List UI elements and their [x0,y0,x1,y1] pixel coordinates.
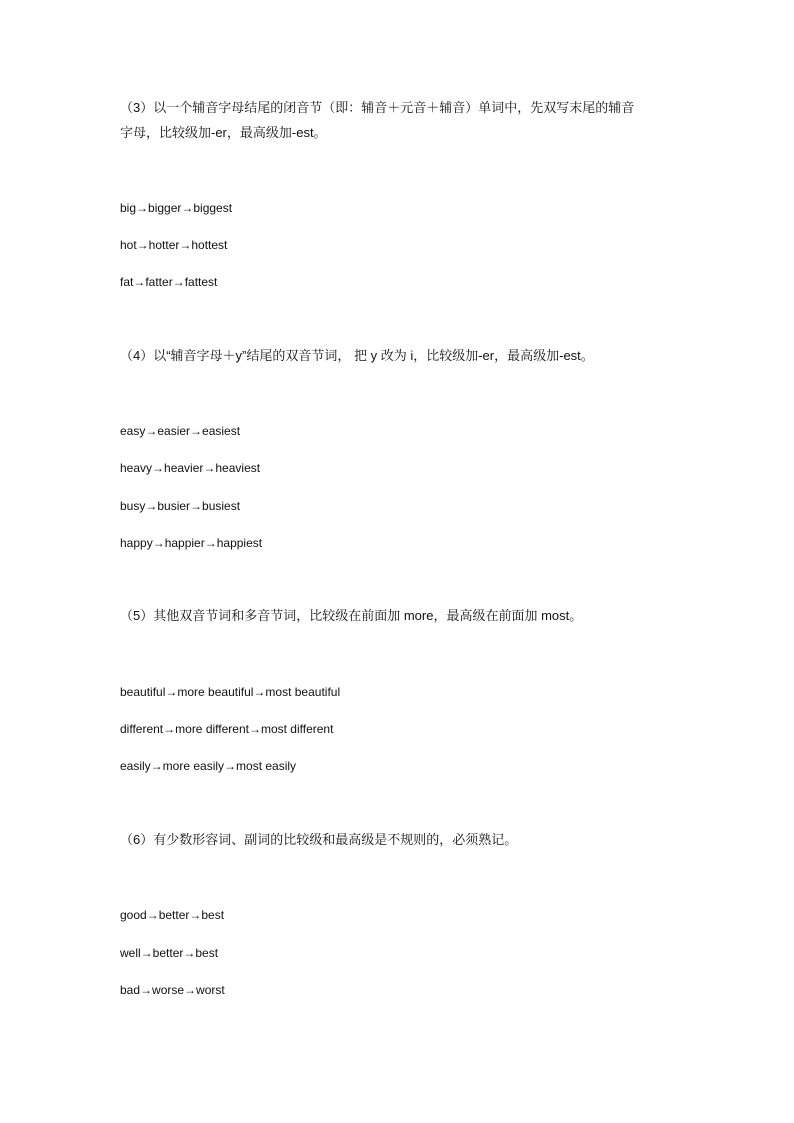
example-easy: easy→easier→easiest [120,424,241,438]
example-happy: happy→happier→happiest [120,536,263,550]
example-well: well→better→best [120,946,219,960]
rule-6-line-1: （6）有少数形容词、副词的比较级和最高级是不规则的，必须熟记。 [120,832,518,847]
rule-3-line-1: （3）以一个辅音字母结尾的闭音节（即：辅音＋元音＋辅音）单词中，先双写末尾的辅音 [120,100,635,115]
rule-3-line-2: 字母，比较级加-er，最高级加-est。 [120,125,327,140]
example-hot: hot→hotter→hottest [120,238,228,252]
rule-5-line-1: （5）其他双音节词和多音节词，比较级在前面加 more，最高级在前面加 most。 [120,608,583,623]
rule-4-line-1: （4）以“辅音字母＋y”结尾的双音节词， 把 y 改为 i，比较级加-er，最高级加-est。 [120,348,594,363]
example-fat: fat→fatter→fattest [120,275,218,289]
example-bad: bad→worse→worst [120,983,225,997]
example-easily: easily→more easily→most easily [120,759,297,773]
example-beautiful: beautiful→more beautiful→most beautiful [120,685,341,699]
example-good: good→better→best [120,908,225,922]
example-busy: busy→busier→busiest [120,499,241,513]
example-big: big→bigger→biggest [120,201,233,215]
example-heavy: heavy→heavier→heaviest [120,461,261,475]
example-different: different→more different→most different [120,722,334,736]
